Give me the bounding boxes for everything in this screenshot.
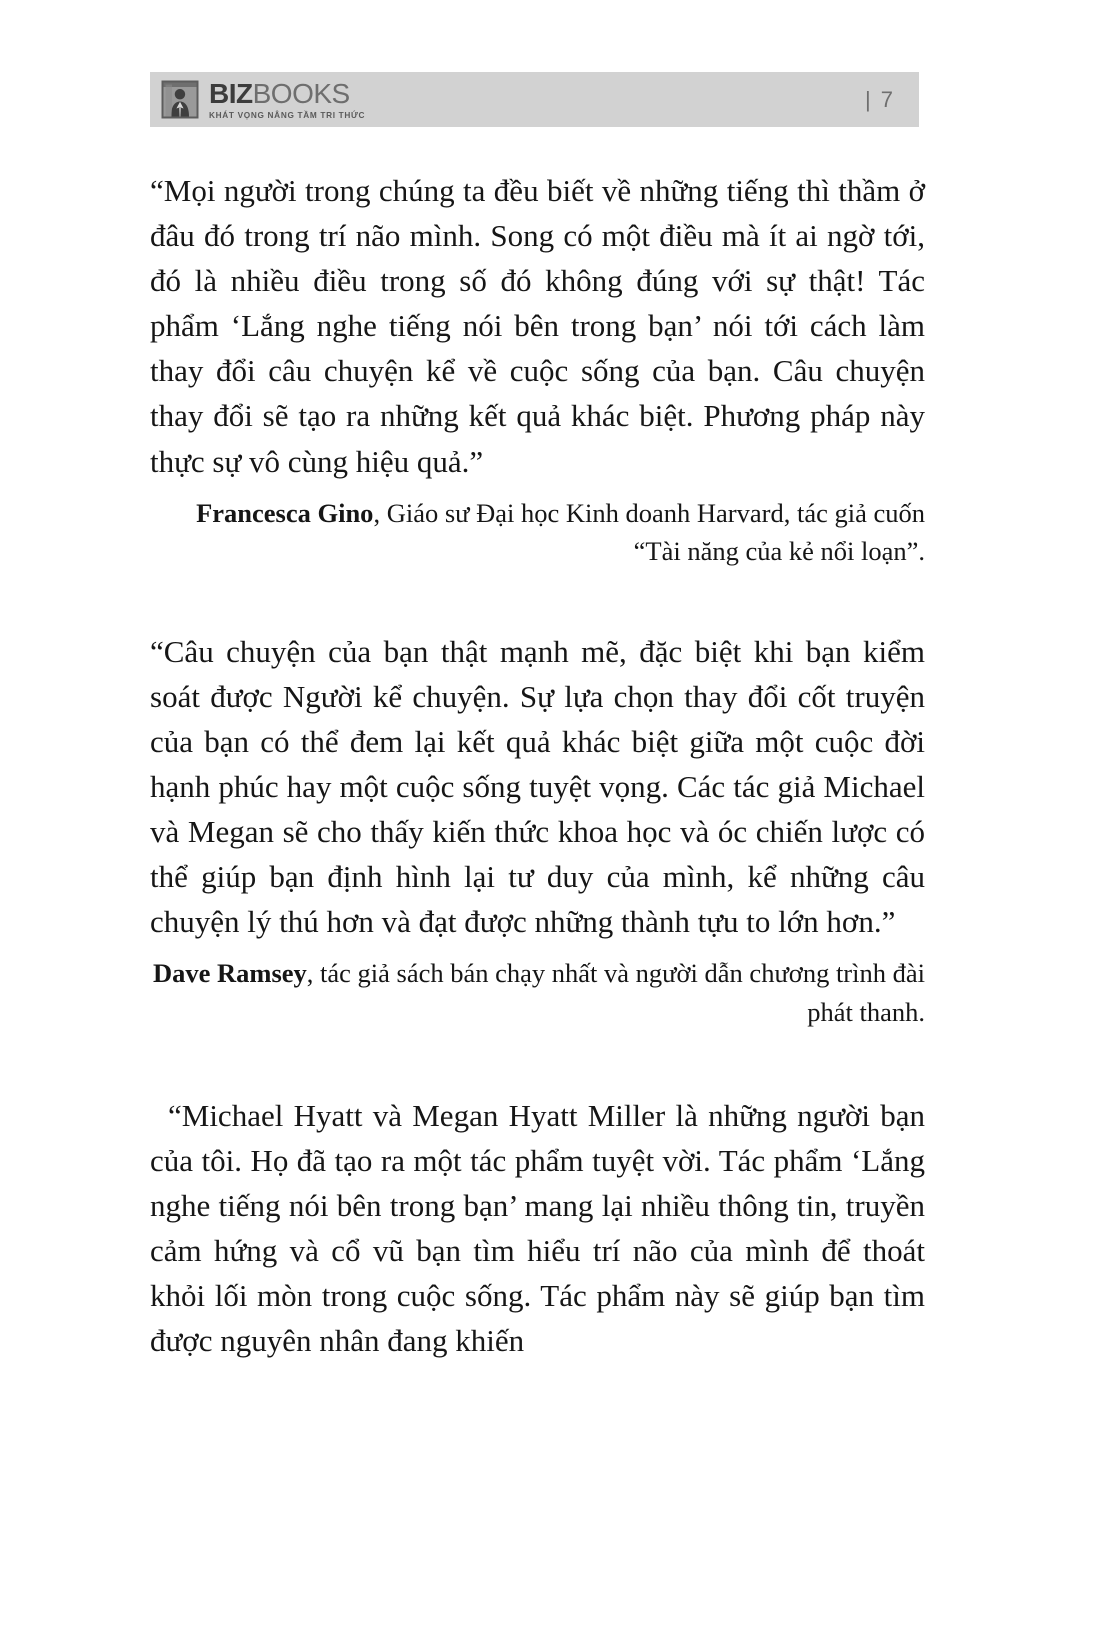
testimonial-author-detail-2: , tác giả sách bán chạy nhất và người dẫn chương trình đài phát thanh. xyxy=(306,958,925,1027)
testimonial-quote-2: “Câu chuyện của bạn thật mạnh mẽ, đặc biệt khi bạn kiểm soát được Người kể chuyện. Sự lựa chọn thay đổi cốt truyện của bạn có thể đem lại kết quả khác biệt giữa một cuộc đời hạnh phúc hay một cuộc sống tuyệt vọng. Các tác giả Michael và Megan sẽ cho thấy kiến thức khoa học và óc chiến lược có thể giúp bạn định hình lại tư duy của mình, kể những câu chuyện lý thú hơn và đạt được những thành tựu to lớn hơn.” xyxy=(150,633,925,940)
page-content xyxy=(150,168,925,1364)
page-header-band xyxy=(150,72,919,127)
brand-text-group xyxy=(209,77,370,120)
testimonial-separator-1 xyxy=(150,571,925,629)
brand-wordmark xyxy=(209,77,370,109)
testimonial-author-detail-1: , Giáo sư Đại học Kinh doanh Harvard, tác giả cuốn “Tài năng của kẻ nổi loạn”. xyxy=(373,497,925,567)
brand-wordmark-books: BOOKS xyxy=(252,77,350,109)
testimonial-author-2: Dave Ramsey xyxy=(152,958,307,989)
testimonial-attribution-2 xyxy=(150,954,925,1031)
brand-tagline: KHÁT VỌNG NÂNG TẦM TRI THỨC xyxy=(209,109,366,120)
brand-wordmark-biz: BIZ xyxy=(209,77,253,109)
testimonial-quote-3: “Michael Hyatt và Megan Hyatt Miller là những người bạn của tôi. Họ đã tạo ra một tác phẩm tuyệt vời. Tác phẩm ‘Lắng nghe tiếng nói bên trong bạn’ mang lại nhiều thông tin, truyền cảm hứng và cổ vũ bạn tìm hiểu trí não của mình để thoát khỏi lối mòn trong cuộc sống. Tác phẩm này sẽ giúp bạn tìm được nguyên nhân đang khiến xyxy=(150,1098,925,1359)
testimonial-author-1: Francesca Gino xyxy=(196,497,374,528)
testimonial-attribution-1 xyxy=(150,494,925,571)
bizbooks-logo xyxy=(160,79,370,120)
testimonial-quote-1: “Mọi người trong chúng ta đều biết về những tiếng thì thầm ở đâu đó trong trí não mình. Song có một điều mà ít ai ngờ tới, đó là nhiều điều trong số đó không đúng với sự thật! Tác phẩm ‘Lắng nghe tiếng nói bên trong bạn’ nói tới cách làm thay đổi câu chuyện kể về cuộc sống của bạn. Câu chuyện thay đổi sẽ tạo ra những kết quả khác biệt. Phương pháp này thực sự vô cùng hiệu quả.” xyxy=(150,173,925,479)
book-with-reader-icon xyxy=(160,79,200,120)
page-number: | 7 xyxy=(864,86,895,112)
testimonial-separator-2 xyxy=(150,1031,925,1093)
